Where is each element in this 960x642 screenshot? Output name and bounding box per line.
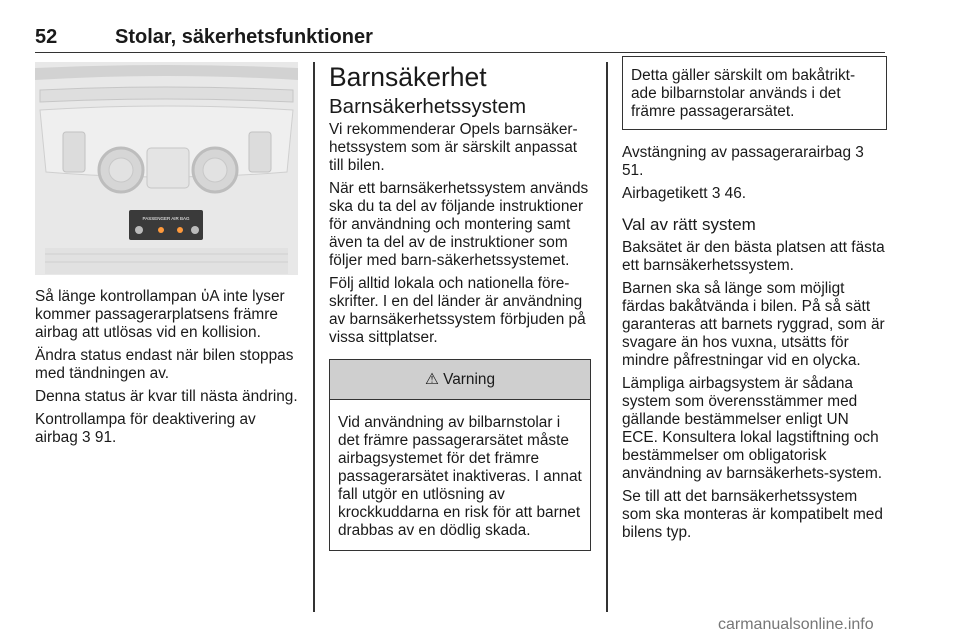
paragraph: Lämpliga airbagsystem är sådana system som överensstämmer med gällande bestämmelser enligt UN ECE. Konsultera lokal lagstiftning och bestämmelser om obligatorisk användning av barnsäkerhets-system.: [622, 375, 883, 482]
warning-box: [329, 359, 591, 551]
warning-header: [330, 360, 590, 400]
warning-icon: ⚠: [425, 371, 439, 388]
paragraph: Ändra status endast när bilen stoppas med tändningen av.: [35, 347, 294, 382]
paragraph: När ett barnsäkerhetssystem används ska du ta del av följande instruktioner för användning och montering samt även ta del av de instruktioner som följer med barn-säkerhetssystemet.: [329, 180, 589, 269]
subsection-heading: Val av rätt system: [622, 215, 756, 234]
column-divider: [606, 62, 608, 612]
paragraph: Baksätet är den bästa platsen att fästa ett barnsäkerhetssystem.: [622, 239, 885, 274]
paragraph: Vi rekommenderar Opels barnsäker-hetssystem som är särskilt anpassat till bilen.: [329, 121, 578, 174]
paragraph: Barnen ska så länge som möjligt färdas bakåtvända i bilen. På så sätt garanteras att barnets ryggrad, som är svagare än hos vuxna, utsätts för mindre påfrestningar vid en olycka.: [622, 280, 885, 369]
note-box: Detta gäller särskilt om bakåtrikt-ade bilbarnstolar används i det främre passagerarsätet.: [622, 56, 887, 130]
paragraph: Denna status är kvar till nästa ändring.: [35, 388, 298, 405]
section-heading: Barnsäkerhet: [329, 62, 487, 92]
warning-text: Vid användning av bilbarnstolar i det främre passagerarsätet måste airbagsystemet för det främre passagerarsätet inaktiveras. I annat fall utgör en utlösning av krockkuddarna en risk för att barnet drabbas av en dödlig skada.: [338, 414, 582, 539]
column-right: [622, 62, 887, 547]
cross-reference[interactable]: Airbagetikett 3 46.: [622, 185, 747, 202]
column-middle: [329, 62, 591, 551]
subsection-heading: Barnsäkerhetssystem: [329, 95, 527, 118]
page-header: [35, 26, 885, 53]
airbag-panel-label: PASSENGER AIR BAG: [142, 216, 190, 221]
column-divider: [313, 62, 315, 612]
cross-reference[interactable]: Avstängning av passagerarairbag 3 51.: [622, 144, 864, 179]
column-left: [35, 62, 298, 452]
watermark: carmanualsonline.info: [718, 616, 874, 633]
paragraph: Så länge kontrollampan ὑA inte lyser kommer passagerarplatsens främre airbag att utlösas vid en kollision.: [35, 288, 285, 341]
dashboard-photo: [35, 62, 298, 275]
cross-reference[interactable]: Kontrollampa för deaktivering av airbag 3 91.: [35, 411, 256, 446]
paragraph: Följ alltid lokala och nationella före-skrifter. I en del länder är användning av barnsäkerhetssystem förbjuden på vissa sittplatser.: [329, 275, 586, 346]
page-number: 52: [35, 26, 58, 48]
paragraph: Se till att det barnsäkerhetssystem som ska monteras är kompatibelt med bilens typ.: [622, 488, 883, 541]
page-title: Stolar, säkerhetsfunktioner: [115, 26, 373, 48]
warning-title: Varning: [443, 371, 495, 388]
